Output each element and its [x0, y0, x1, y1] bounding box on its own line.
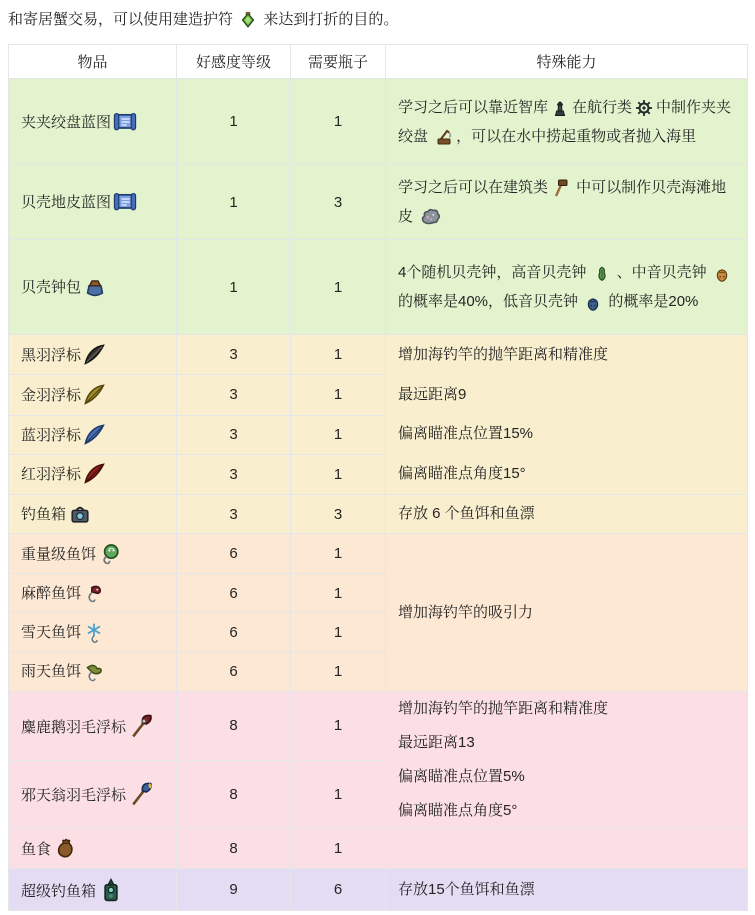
structures-tab-icon[interactable] — [550, 178, 570, 198]
item-cell — [9, 869, 177, 911]
item-cell — [9, 165, 177, 240]
favor-cell: 3 — [177, 454, 291, 494]
favor-cell: 8 — [177, 760, 291, 829]
bottles-cell: 1 — [291, 613, 386, 652]
ability-cell — [386, 240, 748, 335]
table-row — [9, 869, 748, 911]
blueprint-icon[interactable] — [113, 110, 137, 134]
blueprint-icon[interactable] — [113, 190, 137, 214]
favor-cell: 6 — [177, 534, 291, 574]
favor-cell: 6 — [177, 613, 291, 652]
favor-cell: 3 — [177, 375, 291, 415]
item-label: 黑羽浮标 — [21, 346, 82, 364]
item-label: 麋鹿鹅羽毛浮标 — [21, 718, 127, 736]
ability-line — [398, 692, 737, 726]
favor-cell: 1 — [177, 165, 291, 240]
table-row — [9, 534, 748, 574]
bottles-cell: 1 — [291, 79, 386, 165]
favor-cell: 1 — [177, 240, 291, 335]
malbatross-float-icon[interactable] — [128, 781, 154, 807]
table-row — [9, 495, 748, 534]
bottles-cell: 6 — [291, 869, 386, 911]
wiki-article — [0, 9, 755, 911]
item-cell — [9, 375, 177, 415]
text-run: 来达到打折的目的。 — [259, 11, 399, 28]
text-run: 最远距离13 — [398, 734, 475, 751]
item-cell — [9, 335, 177, 375]
item-cell — [9, 829, 177, 869]
item-label: 贝壳钟包 — [21, 279, 82, 296]
item-cell — [9, 495, 177, 534]
table-row — [9, 165, 748, 240]
ability-line — [398, 93, 737, 151]
bell-low-icon[interactable] — [584, 294, 602, 312]
item-label: 红羽浮标 — [21, 466, 82, 484]
super-tackle-box-icon[interactable] — [98, 877, 124, 903]
table-row — [9, 335, 748, 375]
item-label: 雪天鱼饵 — [21, 623, 82, 641]
text-run: 的概率是20% — [604, 293, 699, 310]
bottles-cell: 1 — [291, 692, 386, 761]
text-run: ，可以在水中捞起重物或者抛入海里 — [456, 127, 697, 145]
bottles-cell: 1 — [291, 335, 386, 375]
text-run: 偏离瞄准点位置5% — [398, 768, 525, 785]
bottles-cell: 1 — [291, 454, 386, 494]
text-run: 偏离瞄准点角度15° — [398, 465, 526, 483]
ability-cell — [386, 869, 748, 911]
table-header-row — [9, 45, 748, 79]
favor-cell: 6 — [177, 652, 291, 692]
text-run: 学习之后可以靠近智库 — [398, 98, 549, 116]
table-body — [9, 79, 748, 911]
bottles-cell: 1 — [291, 415, 386, 454]
think-tank-icon[interactable] — [550, 98, 570, 118]
bell-high-icon[interactable] — [593, 265, 611, 283]
text-run: 中可以制作贝壳海滩地皮 — [398, 179, 727, 225]
bottles-cell: 1 — [291, 375, 386, 415]
item-cell — [9, 613, 177, 652]
tackle-box-icon[interactable] — [68, 502, 92, 526]
ability-line — [398, 335, 737, 375]
ability-line — [398, 504, 737, 524]
item-label: 金羽浮标 — [21, 386, 82, 404]
favor-cell: 3 — [177, 415, 291, 454]
text-run: 增加海钓竿的吸引力 — [398, 603, 534, 621]
favor-cell: 3 — [177, 335, 291, 375]
favor-cell: 8 — [177, 829, 291, 869]
shell-turf-icon[interactable] — [419, 205, 441, 227]
bottles-cell: 3 — [291, 495, 386, 534]
sleepy-lure-icon[interactable] — [83, 583, 105, 605]
bottles-cell: 1 — [291, 652, 386, 692]
item-cell — [9, 692, 177, 761]
text-run: 学习之后可以在建筑类 — [398, 179, 549, 196]
ability-cell — [386, 165, 748, 240]
table-row — [9, 79, 748, 165]
gold-feather-icon[interactable] — [83, 383, 107, 407]
text-run: 偏离瞄准点位置15% — [398, 425, 534, 443]
text-run: 4个随机贝壳钟，高音贝壳钟 — [398, 264, 591, 281]
bottles-cell: 1 — [291, 760, 386, 829]
bell-bundle-icon[interactable] — [83, 275, 107, 299]
item-label: 超级钓鱼箱 — [21, 882, 97, 900]
rain-lure-icon[interactable] — [83, 661, 105, 683]
winch-icon[interactable] — [434, 127, 454, 147]
item-label: 贝壳地皮蓝图 — [21, 194, 112, 211]
item-label: 邪天翁羽毛浮标 — [21, 787, 127, 805]
bottles-cell: 1 — [291, 829, 386, 869]
table-row — [9, 829, 748, 869]
text-run: 增加海钓竿的抛竿距离和精准度 — [398, 700, 609, 717]
ability-line — [398, 760, 737, 794]
ability-cell — [386, 79, 748, 165]
column-header-3: 特殊能力 — [386, 45, 748, 79]
red-feather-icon[interactable] — [83, 462, 107, 486]
ability-line — [398, 258, 737, 316]
text-run: 最远距离9 — [398, 385, 467, 403]
favor-cell: 6 — [177, 574, 291, 613]
intro-text — [8, 9, 755, 31]
item-cell — [9, 454, 177, 494]
column-header-1: 好感度等级 — [177, 45, 291, 79]
moose-goose-float-icon[interactable] — [128, 713, 154, 739]
table-row — [9, 240, 748, 335]
ability-line — [398, 726, 737, 760]
hermit-trade-table — [8, 44, 748, 911]
text-run: 的概率是40%，低音贝壳钟 — [398, 293, 583, 310]
snow-lure-icon[interactable] — [83, 622, 105, 644]
text-run: 中制作夹夹绞盘 — [398, 98, 732, 145]
item-label: 蓝羽浮标 — [21, 426, 82, 444]
black-feather-icon[interactable] — [83, 343, 107, 367]
item-cell — [9, 79, 177, 165]
item-cell — [9, 415, 177, 454]
item-cell — [9, 760, 177, 829]
column-header-2: 需要瓶子 — [291, 45, 386, 79]
bottles-cell: 1 — [291, 574, 386, 613]
heavy-lure-icon[interactable] — [98, 542, 122, 566]
bell-mid-icon[interactable] — [713, 265, 731, 283]
text-run: 存放15个鱼饵和鱼漂 — [398, 880, 535, 898]
item-cell — [9, 534, 177, 574]
item-cell — [9, 574, 177, 613]
bottles-cell: 1 — [291, 534, 386, 574]
ability-line — [398, 603, 737, 623]
item-cell — [9, 652, 177, 692]
text-run: 增加海钓竿的抛竿距离和精准度 — [398, 345, 609, 363]
ability-cell — [386, 829, 748, 869]
seafaring-tab-icon[interactable] — [634, 98, 654, 118]
ability-line — [398, 794, 737, 828]
ability-line — [398, 454, 737, 494]
text-run: 偏离瞄准点角度5° — [398, 802, 518, 819]
ability-cell — [386, 534, 748, 692]
text-run: 和寄居蟹交易，可以使用建造护符 — [8, 11, 238, 28]
table-row — [9, 692, 748, 761]
blue-feather-icon[interactable] — [83, 423, 107, 447]
item-label: 雨天鱼饵 — [21, 663, 82, 680]
ability-line — [398, 375, 737, 415]
ability-line — [398, 173, 737, 231]
favor-cell: 8 — [177, 692, 291, 761]
fish-food-icon[interactable] — [53, 837, 77, 861]
construction-amulet-icon[interactable] — [239, 11, 257, 29]
bottles-cell: 3 — [291, 165, 386, 240]
item-cell — [9, 240, 177, 335]
ability-line — [398, 880, 737, 900]
favor-cell: 1 — [177, 79, 291, 165]
bottles-cell: 1 — [291, 240, 386, 335]
ability-line — [398, 415, 737, 455]
item-label: 夹夹绞盘蓝图 — [21, 113, 112, 131]
favor-cell: 9 — [177, 869, 291, 911]
item-label: 鱼食 — [21, 840, 52, 858]
ability-cell — [386, 495, 748, 534]
text-run: 、中音贝壳钟 — [612, 264, 711, 281]
ability-cell — [386, 335, 748, 495]
favor-cell: 3 — [177, 495, 291, 534]
item-label: 重量级鱼饵 — [21, 545, 97, 563]
item-label: 麻醉鱼饵 — [21, 584, 82, 602]
item-label: 钓鱼箱 — [21, 506, 67, 523]
text-run: 在航行类 — [572, 98, 633, 116]
text-run: 存放 6 个鱼饵和鱼漂 — [398, 505, 535, 522]
ability-cell — [386, 692, 748, 829]
column-header-0: 物品 — [9, 45, 177, 79]
